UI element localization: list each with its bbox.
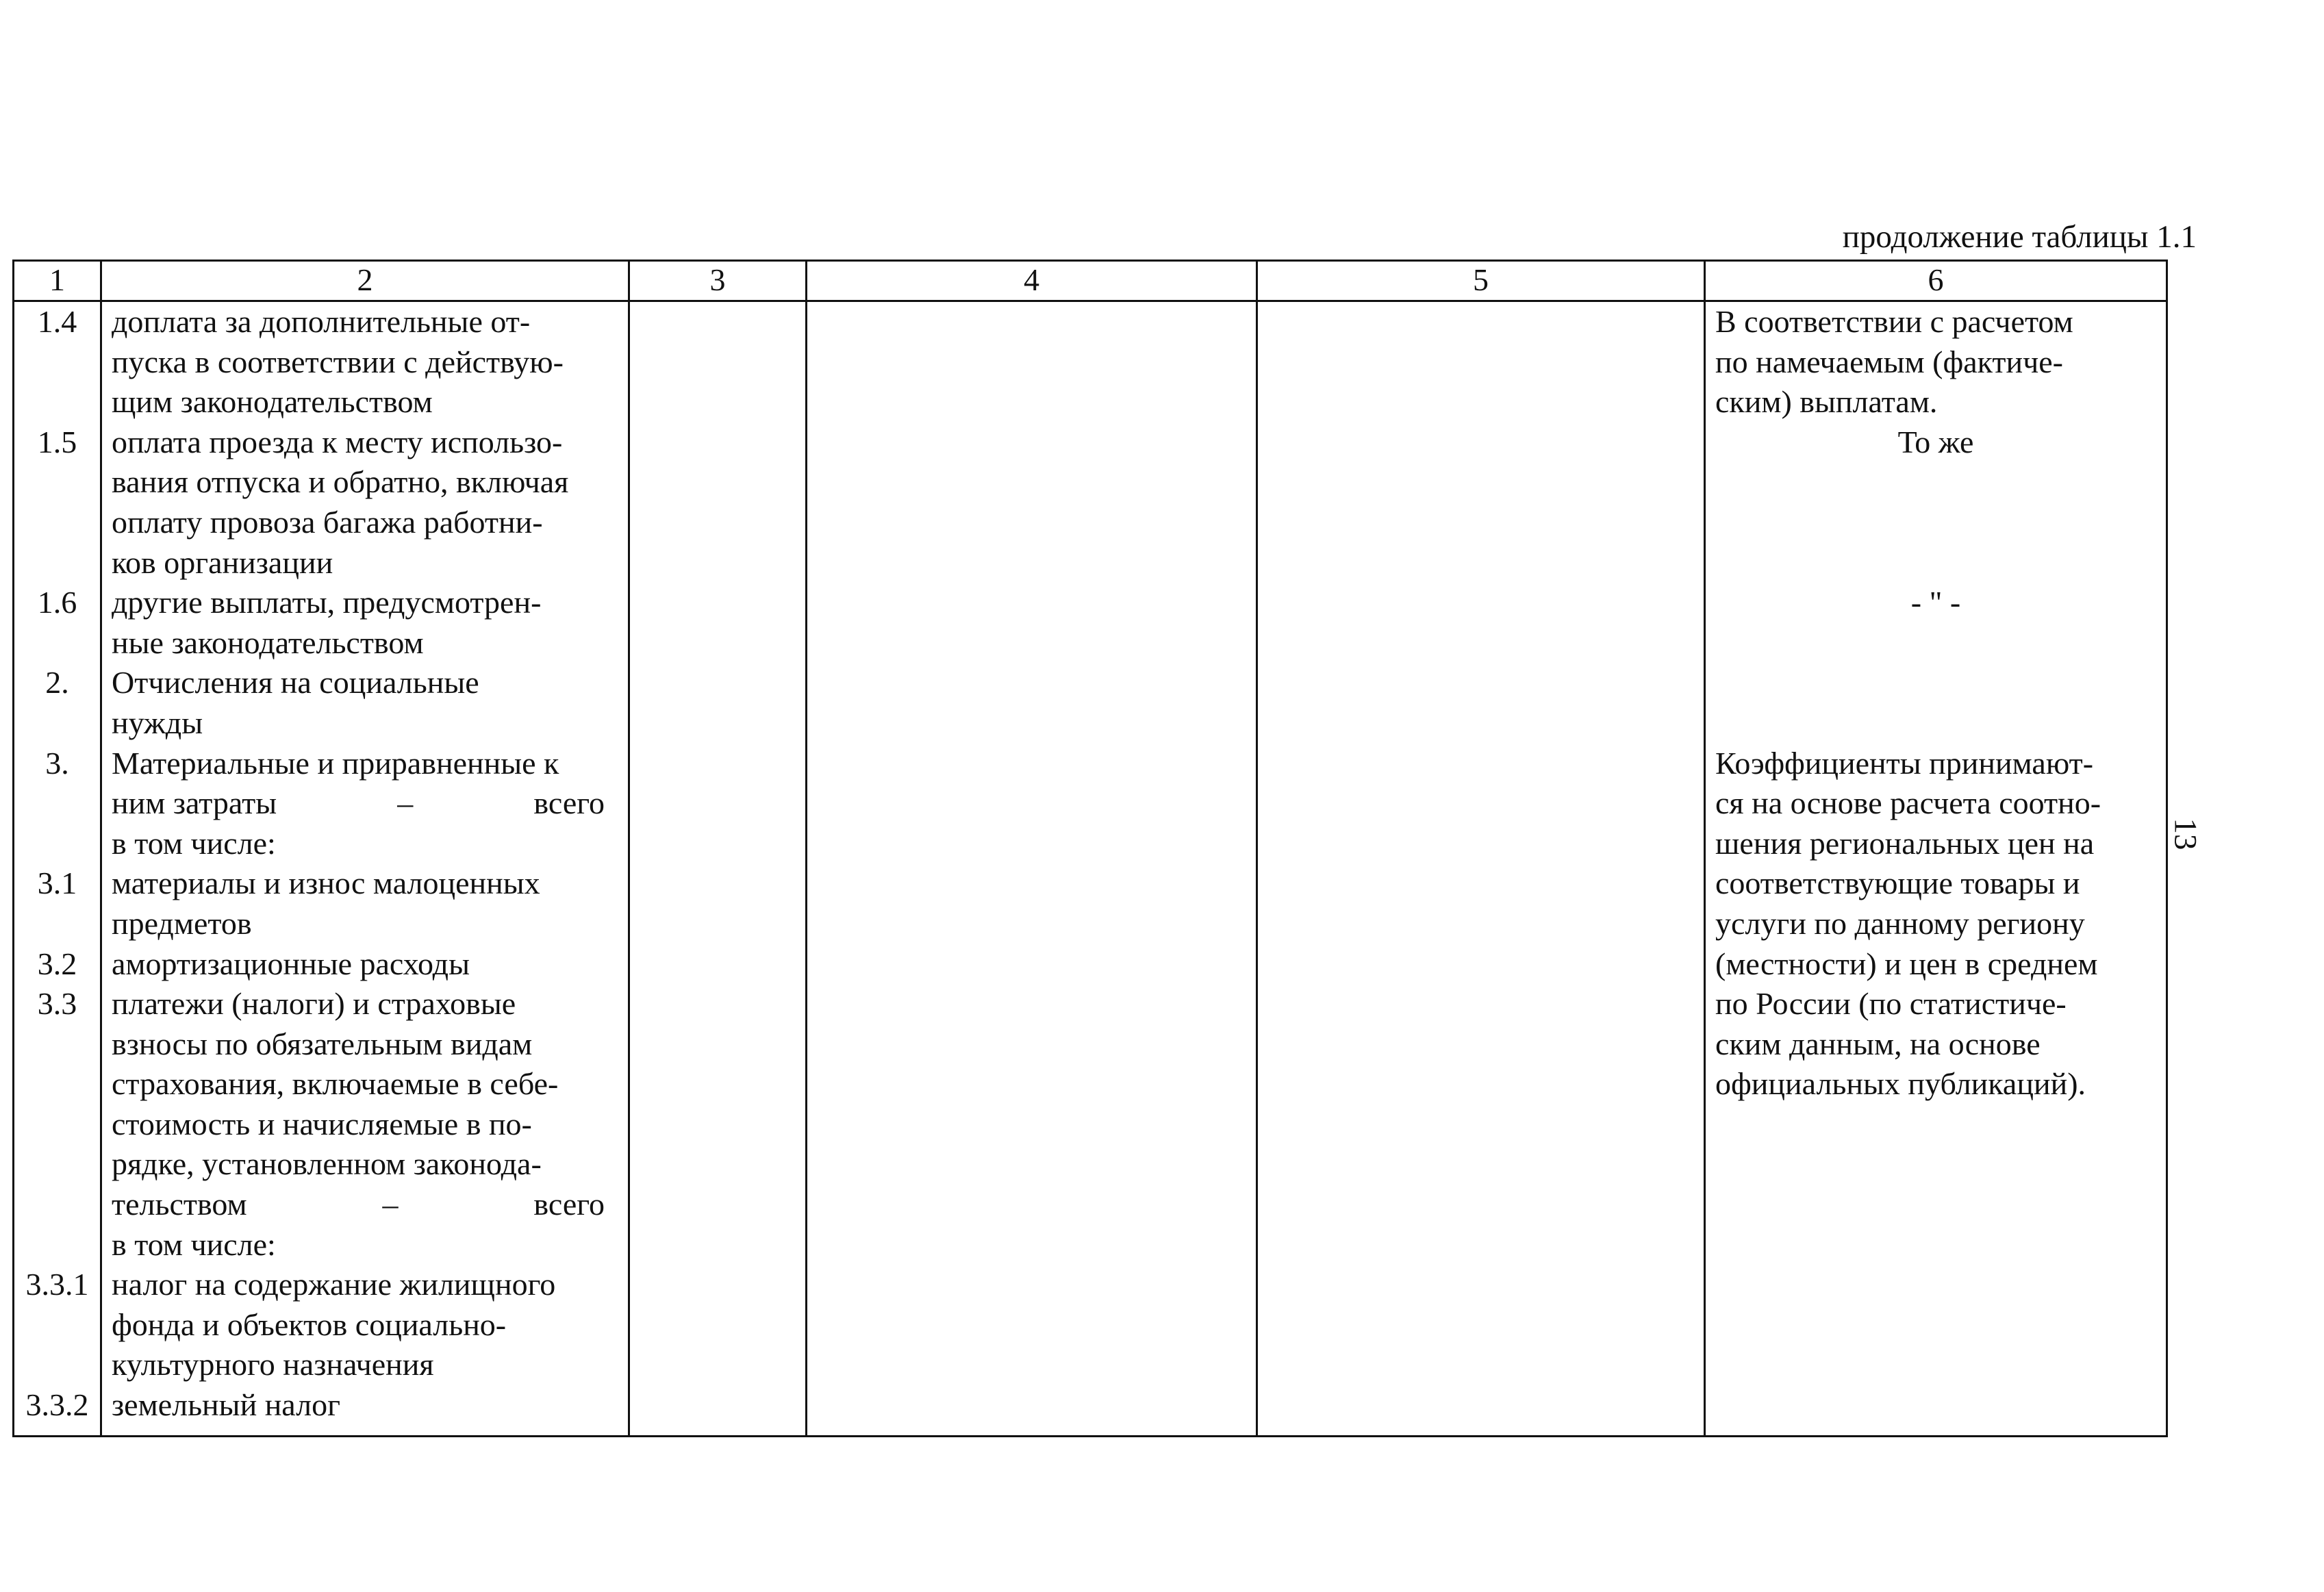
item-number <box>14 703 100 744</box>
item-number: 2. <box>45 665 69 700</box>
item-number: 3.3.2 <box>25 1387 89 1423</box>
item-description-column <box>101 301 629 1437</box>
header-col-2: 2 <box>101 261 629 301</box>
item-number: 3.1 <box>37 866 77 901</box>
note-line: ся на основе расчета соотно- <box>1715 785 2101 821</box>
item-number <box>14 1104 100 1145</box>
description-line: ков организации <box>112 544 333 580</box>
description-line: оплата проезда к месту использо- <box>112 424 563 459</box>
description-line-justified <box>102 783 628 824</box>
description-line: в том числе: <box>112 825 276 861</box>
note-line: официальных публикаций). <box>1715 1066 2086 1102</box>
description-line: налог на содержание жилищного <box>112 1267 556 1302</box>
item-number <box>14 1305 100 1345</box>
note-blank <box>1706 623 2166 664</box>
item-number <box>14 1185 100 1225</box>
column-4-cell <box>807 301 1257 1437</box>
description-line: предметов <box>112 905 252 941</box>
description-line: амортизационные расходы <box>112 946 470 981</box>
description-line: щим законодательством <box>112 384 433 420</box>
item-number: 1.4 <box>37 304 77 339</box>
item-number <box>14 1144 100 1185</box>
note-line: (местности) и цен в среднем <box>1715 946 2098 981</box>
item-number <box>14 783 100 824</box>
note-blank <box>1706 503 2166 543</box>
item-number <box>14 1225 100 1265</box>
item-number: 1.6 <box>37 585 77 620</box>
description-line: рядке, установленном законода- <box>112 1146 542 1182</box>
column-5-cell <box>1257 301 1705 1437</box>
header-col-3: 3 <box>629 261 807 301</box>
description-line: стоимость и начисляемые в по- <box>112 1106 532 1141</box>
item-number <box>14 462 100 503</box>
note-same-as-above: То же <box>1897 424 1974 459</box>
item-number-column <box>14 301 101 1437</box>
note-line: по намечаемым (фактиче- <box>1715 344 2063 379</box>
cost-table <box>12 260 2168 1437</box>
item-number: 3.2 <box>37 946 77 981</box>
description-line: Материальные и приравненные к <box>112 745 559 781</box>
description-line: взносы по обязательным видам <box>112 1026 533 1061</box>
just-dash: – <box>397 785 414 821</box>
item-number: 1.5 <box>37 424 77 459</box>
description-line: нужды <box>112 705 203 740</box>
header-col-1: 1 <box>14 261 101 301</box>
just-word: тельством <box>112 1187 247 1222</box>
header-row <box>14 261 2167 301</box>
just-word: всего <box>533 1187 605 1222</box>
just-word: ним затраты <box>112 785 277 821</box>
note-blank <box>1706 703 2166 744</box>
note-line: Коэффициенты принимают- <box>1715 745 2094 781</box>
page-number: 13 <box>2167 818 2203 850</box>
table-body-row <box>14 301 2167 1437</box>
header-col-5: 5 <box>1257 261 1705 301</box>
description-line: культурного назначения <box>112 1347 434 1382</box>
header-col-6: 6 <box>1705 261 2167 301</box>
item-number <box>14 543 100 583</box>
description-line: в том числе: <box>112 1226 276 1262</box>
note-line: соответствующие товары и <box>1715 866 2080 901</box>
description-line: ные законодательством <box>112 624 424 660</box>
description-line: земельный налог <box>112 1387 340 1423</box>
description-line: другие выплаты, предусмотрен- <box>112 585 542 620</box>
item-number <box>14 623 100 664</box>
description-line: платежи (налоги) и страховые <box>112 986 516 1022</box>
item-number <box>14 503 100 543</box>
just-dash: – <box>382 1187 399 1222</box>
item-number <box>14 1345 100 1385</box>
just-word: всего <box>533 785 605 821</box>
description-line: вания отпуска и обратно, включая <box>112 464 569 500</box>
column-3-cell <box>629 301 807 1437</box>
description-line: фонда и объектов социально- <box>112 1306 507 1342</box>
item-number: 3.3.1 <box>25 1267 89 1302</box>
description-line: страхования, включаемые в себе- <box>112 1066 559 1102</box>
description-line: материалы и износ малоценных <box>112 866 540 901</box>
description-line: оплату провоза багажа работни- <box>112 504 543 540</box>
note-line: ским данным, на основе <box>1715 1026 2041 1061</box>
description-line: пуска в соответствии с действую- <box>112 344 564 379</box>
item-number <box>14 904 100 944</box>
note-blank <box>1706 543 2166 583</box>
note-line: В соответствии с расчетом <box>1715 304 2073 339</box>
item-number <box>14 1064 100 1104</box>
description-line: доплата за дополнительные от- <box>112 304 531 339</box>
item-number <box>14 824 100 864</box>
note-line: ским) выплатам. <box>1715 384 1938 420</box>
note-line: шения региональных цен на <box>1715 825 2095 861</box>
note-blank <box>1706 462 2166 503</box>
item-number <box>14 342 100 383</box>
notes-column <box>1705 301 2167 1437</box>
item-number <box>14 1024 100 1065</box>
header-col-4: 4 <box>807 261 1257 301</box>
note-blank <box>1706 663 2166 703</box>
description-line-justified <box>102 1185 628 1225</box>
table-continuation-caption: продолжение таблицы 1.1 <box>1842 219 2197 255</box>
note-ditto-mark: - " - <box>1910 585 1961 620</box>
note-line: услуги по данному региону <box>1715 905 2085 941</box>
item-number: 3.3 <box>37 986 77 1022</box>
item-number <box>14 382 100 422</box>
item-number: 3. <box>45 745 69 781</box>
description-line: Отчисления на социальные <box>112 665 479 700</box>
note-line: по России (по статистиче- <box>1715 986 2067 1022</box>
